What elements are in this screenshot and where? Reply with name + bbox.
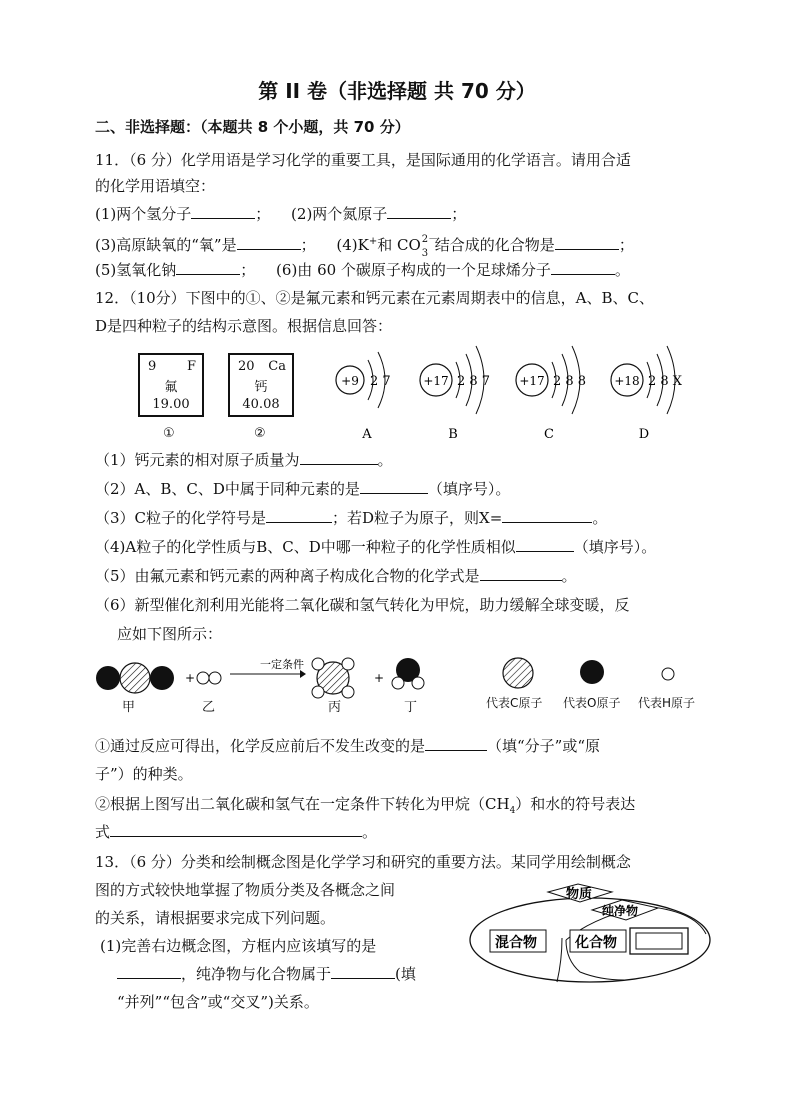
molecule-ding-h2o — [392, 658, 424, 689]
q11-part1-text: (1)两个氢分子 — [95, 205, 192, 223]
q11-sep: ； — [451, 205, 467, 223]
q13-sub1-blank1[interactable] — [117, 964, 181, 979]
q12-sub2-blank[interactable] — [360, 479, 428, 494]
page-title: 第 II 卷（非选择题 共 70 分） — [258, 79, 536, 103]
q11-stem-line1: 11．（6 分）化学用语是学习化学的重要工具，是国际通用的化学语言。请用合适 — [95, 151, 631, 169]
q11-part4-blank[interactable] — [555, 235, 619, 250]
q12-sub1-blank[interactable] — [300, 450, 378, 465]
q11-part6-blank[interactable] — [551, 260, 615, 275]
q11-row1 — [95, 204, 466, 224]
legend-carbon-atom — [503, 658, 533, 688]
q11-part4-text2: 和 CO — [377, 236, 421, 254]
q12-r1-blank[interactable] — [425, 736, 487, 751]
atom-diagram-c — [516, 346, 586, 442]
q12-r2-line1: ②根据上图写出二氧化碳和氢气在一定条件下转化为甲烷$(CH_4)$和水的符号表达 — [95, 795, 636, 816]
q11-sep: ； — [618, 236, 634, 254]
legend-label-c: 代表C原子 — [486, 696, 543, 710]
plus-sign-2: + — [374, 671, 385, 685]
plus-sign-1: + — [185, 671, 196, 685]
svg-text:D: D — [638, 427, 650, 442]
atom-diagram-b — [420, 346, 490, 442]
q12-r2-blank[interactable] — [110, 822, 362, 837]
q11-part2-text: (2)两个氮原子 — [291, 205, 388, 223]
q11-row3 — [95, 260, 630, 280]
q12-sub3-blank2[interactable] — [502, 508, 592, 523]
element-card-label-1: ① — [163, 426, 175, 441]
section-heading: 二、非选择题：（本题共 8 个小题，共 70 分） — [95, 118, 410, 136]
svg-text:+9: +9 — [341, 374, 359, 388]
q12-sub4-blank[interactable] — [516, 537, 574, 552]
q11-end: 。 — [614, 261, 630, 279]
svg-text:2 8 7: 2 8 7 — [457, 374, 491, 389]
element-card-label-2: ② — [254, 426, 266, 441]
atom-diagram-a — [336, 352, 391, 442]
q12-sub6-line1: （6）新型催化剂利用光能将二氧化碳和氢气转化为甲烷，助力缓解全球变暖，反 — [95, 596, 630, 614]
concept-compound-label: 化合物 — [575, 935, 617, 951]
label-jia: 甲 — [122, 700, 136, 715]
q11-part3-blank[interactable] — [237, 235, 301, 250]
q12-sub3-blank1[interactable] — [266, 508, 332, 523]
q11-part5-blank[interactable] — [176, 260, 240, 275]
element-card-calcium: 20 Ca 钙 40.08 — [228, 353, 294, 417]
label-ding: 丁 — [404, 700, 418, 715]
molecule-jia-co2 — [96, 663, 174, 693]
svg-text:C: C — [544, 427, 554, 442]
svg-text:2 8 8: 2 8 8 — [553, 374, 587, 389]
q11-sep: ； — [255, 205, 271, 223]
q11-part4-text: (4)K — [336, 236, 369, 254]
q11-part4-co3-script: 2－ 3 — [421, 234, 439, 259]
label-bing: 丙 — [328, 700, 342, 715]
atom-diagram-d — [611, 346, 683, 442]
svg-text:2 7: 2 7 — [370, 374, 391, 389]
element-card-fluorine: 9 F 氟 19.00 — [138, 353, 204, 417]
concept-mixture-label: 混合物 — [495, 935, 537, 951]
svg-text:B: B — [448, 427, 458, 442]
molecule-bing-ch4 — [312, 658, 354, 698]
concept-map — [462, 880, 722, 1000]
q13-stem-line3: 的关系，请根据要求完成下列问题。 — [95, 909, 336, 927]
q11-part2-blank[interactable] — [387, 204, 451, 219]
q13-stem-line2: 图的方式较快地掌握了物质分类及各概念之间 — [95, 881, 396, 899]
legend-hydrogen-atom — [662, 668, 674, 680]
q12-sub1: （1）钙元素的相对原子质量为 。 — [95, 451, 393, 469]
q11-part4-text3: 结合成的化合物是 — [434, 236, 555, 254]
q11-part3-text: (3)高原缺氧的“氧”是 — [95, 236, 237, 254]
q12-r1-line1: ①通过反应可得出，化学反应前后不发生改变的是 （填“分子”或“原 — [95, 737, 601, 755]
label-yi: 乙 — [202, 700, 216, 715]
q11-part4-k-charge: + — [368, 236, 378, 247]
q11-sep: ； — [240, 261, 256, 279]
legend-label-h: 代表H原子 — [638, 696, 696, 710]
legend-oxygen-atom — [580, 660, 604, 684]
svg-text:+17: +17 — [423, 374, 449, 388]
q13-sub1-line2: ，纯净物与化合物属于 (填 — [117, 964, 416, 984]
svg-text:A: A — [362, 427, 372, 442]
q11-part1-blank[interactable] — [191, 204, 255, 219]
q12-stem-line1: 12．（10分）下图中的①、②是氟元素和钙元素在元素周期表中的信息，A、B、C、 — [95, 289, 655, 307]
atom-structure-diagrams — [0, 340, 794, 450]
q11-part6-text: (6)由 60 个碳原子构成的一个足球烯分子 — [276, 261, 551, 279]
q13-stem-line1: 13．（6 分）分类和绘制概念图是化学学习和研究的重要方法。某同学用绘制概念 — [95, 853, 631, 871]
q13-sub1-blank2[interactable] — [331, 964, 395, 979]
concept-matter-label: 物质 — [566, 887, 593, 902]
q12-sub4: （4)A粒子的化学性质与B、C、D中哪一种粒子的化学性质相似 （填序号）。 — [95, 538, 657, 556]
reaction-condition: 一定条件 — [260, 658, 304, 671]
q11-sep: ； — [300, 236, 316, 254]
q13-sub1-line1: (1)完善右边概念图，方框内应该填写的是 — [100, 937, 377, 955]
q12-sub5-blank[interactable] — [480, 566, 562, 581]
svg-text:2 8 X: 2 8 X — [648, 374, 683, 389]
q11-part5-text: (5)氢氧化钠 — [95, 261, 177, 279]
concept-pure-label: 纯净物 — [602, 904, 639, 918]
q12-sub6-line2: 应如下图所示： — [117, 625, 223, 643]
svg-text:+18: +18 — [614, 374, 640, 388]
q12-r2-line2: 式 。 — [95, 823, 378, 841]
q13-sub1-line3: “并列”“包含”或“交叉”)关系。 — [117, 993, 319, 1011]
q12-sub3: （3）C粒子的化学符号是 ；若D粒子为原子，则X= 。 — [95, 509, 608, 527]
legend-label-o: 代表O原子 — [563, 696, 621, 710]
q11-stem-line2: 的化学用语填空： — [95, 177, 216, 195]
svg-text:+17: +17 — [519, 374, 545, 388]
q12-r1-line2: 子”）的种类。 — [95, 765, 193, 783]
concept-blank-box — [636, 933, 682, 949]
q12-stem-line2: D是四种粒子的结构示意图。根据信息回答： — [95, 317, 393, 335]
molecule-yi-h2 — [197, 672, 221, 684]
q12-sub2: （2）A、B、C、D中属于同种元素的是 （填序号）。 — [95, 480, 511, 498]
q11-row2 — [95, 232, 634, 259]
q12-sub5: （5）由氟元素和钙元素的两种离子构成化合物的化学式是 。 — [95, 567, 577, 585]
